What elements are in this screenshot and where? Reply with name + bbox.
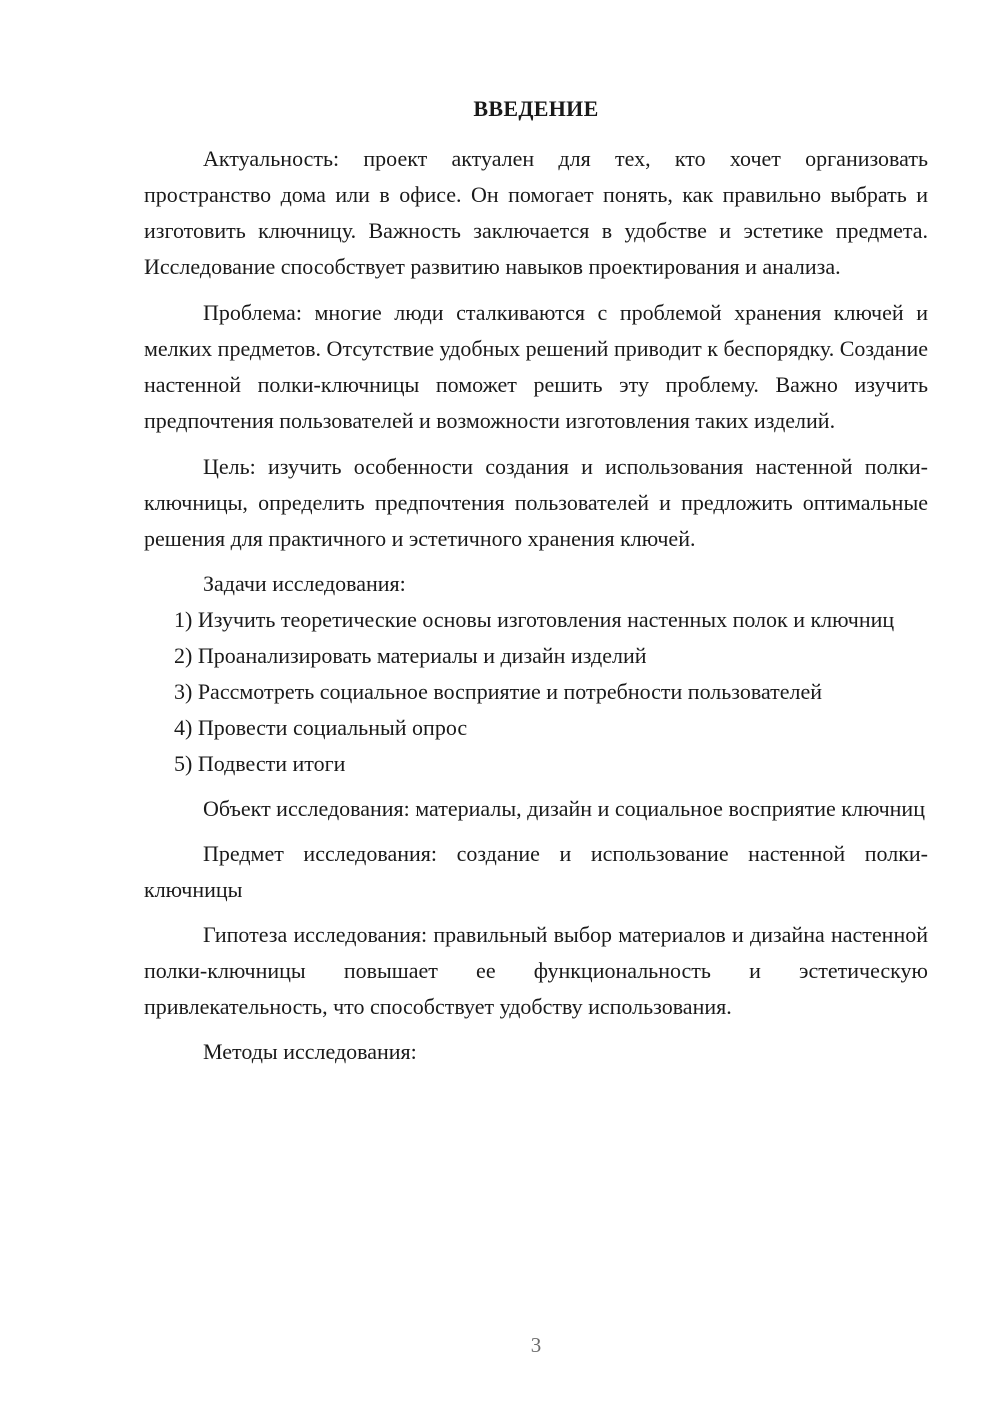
methods-title: Методы исследования: (203, 1039, 417, 1064)
page-title: ВВЕДЕНИЕ (473, 96, 599, 121)
subject-paragraph: Предмет исследования: создание и использование настенной полки-ключницы (144, 841, 928, 902)
relevance-paragraph: Актуальность: проект актуален для тех, кто хочет организовать пространство дома или в офисе. Он помогает понять, как правильно выбрать и изготовить ключницу. Важность заключается в удобстве и эстетике предмета. Исследование способствует развитию навыков проектирования и анализа. (144, 146, 928, 279)
list-item: 4) Провести социальный опрос (174, 715, 468, 740)
object-paragraph: Объект исследования: материалы, дизайн и социальное восприятие ключниц (203, 796, 925, 821)
document-body (144, 141, 928, 1070)
problem-paragraph: Проблема: многие люди сталкиваются с проблемой хранения ключей и мелких предметов. Отсутствие удобных решений приводит к беспорядку. Создание настенной полки-ключницы поможет решить эту проблему. Важно изучить предпочтения пользователей и возможности изготовления таких изделий. (144, 300, 928, 433)
goal-paragraph: Цель: изучить особенности создания и использования настенной полки-ключницы, определить предпочтения пользователей и предложить оптимальные решения для практичного и эстетичного хранения ключей. (144, 454, 928, 551)
list-item: 5) Подвести итоги (174, 751, 346, 776)
list-item: 3) Рассмотреть социальное восприятие и потребности пользователей (174, 679, 823, 704)
list-item: 1) Изучить теоретические основы изготовления настенных полок и ключниц (174, 607, 895, 632)
hypothesis-paragraph: Гипотеза исследования: правильный выбор материалов и дизайна настенной полки-ключницы повышает ее функциональность и эстетическую привлекательность, что способствует удобству использования. (144, 922, 928, 1019)
tasks-title: Задачи исследования: (203, 571, 406, 596)
page-number: 3 (530, 1333, 542, 1357)
tasks-list (144, 602, 928, 782)
list-item: 2) Проанализировать материалы и дизайн изделий (174, 643, 647, 668)
